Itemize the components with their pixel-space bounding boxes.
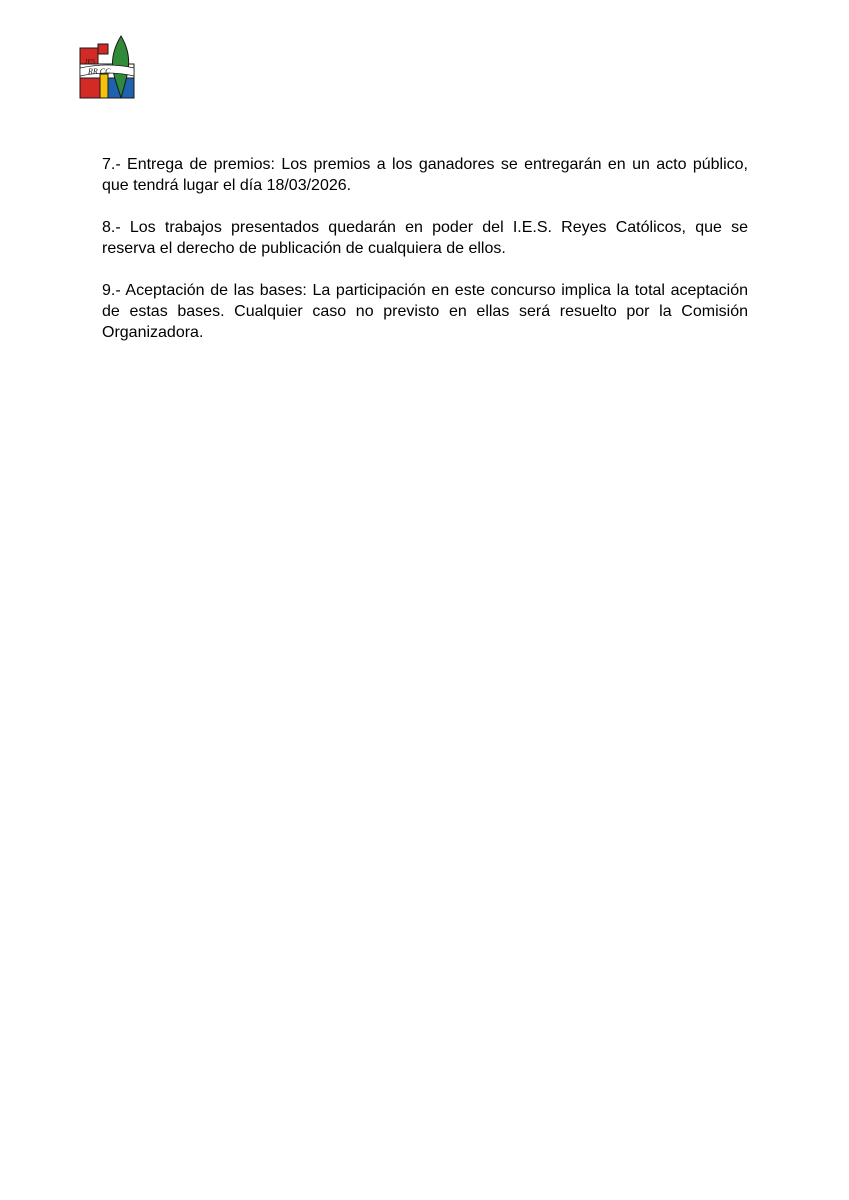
paragraph-8-submitted-works: 8.- Los trabajos presentados quedarán en poder del I.E.S. Reyes Católicos, que se reserva el derecho de publicación de cualquiera de ellos. <box>102 219 748 257</box>
school-logo-graphic <box>78 34 136 100</box>
paragraph-7-prize-delivery: 7.- Entrega de premios: Los premios a los ganadores se entregarán en un acto público, que tendrá lugar el día 18/03/2026. <box>102 156 748 194</box>
document-body <box>102 154 748 364</box>
svg-text:RR CC: RR CC <box>88 67 111 76</box>
paragraph-9-acceptance-of-rules: 9.- Aceptación de las bases: La participación en este concurso implica la total aceptación de estas bases. Cualquier caso no previsto en ellas será resuelto por la Comisión Organizadora. <box>102 282 748 341</box>
svg-text:IES: IES <box>85 58 96 66</box>
school-logo <box>78 34 136 100</box>
